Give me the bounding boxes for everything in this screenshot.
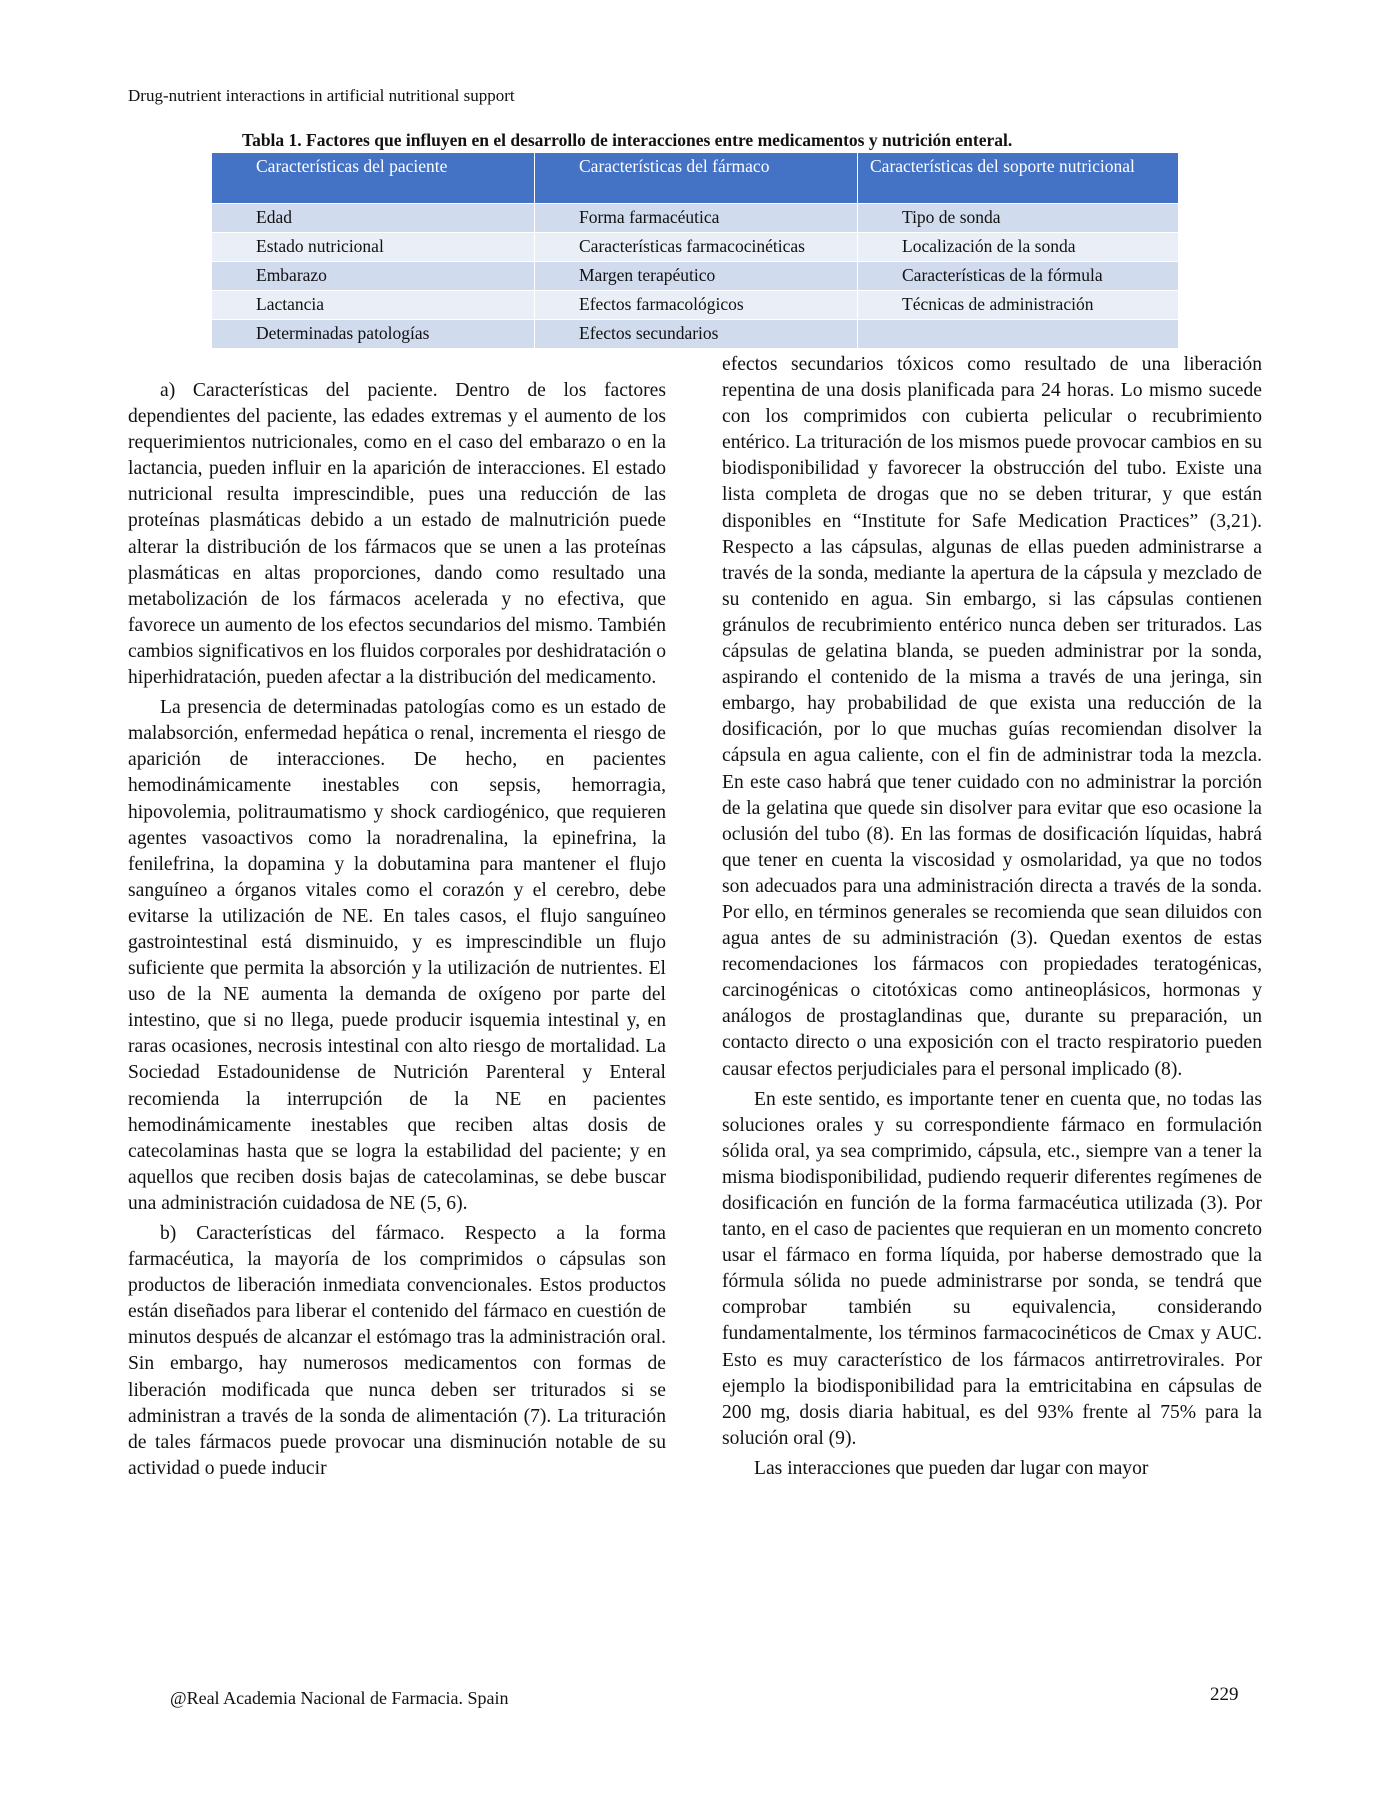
table-cell: Efectos secundarios [535,320,858,349]
paragraph-interactions: Las interacciones que pueden dar lugar con mayor [754,1457,1149,1479]
table-cell: Tipo de sonda [858,204,1179,233]
right-column [722,352,1262,1482]
paragraph-drug-characteristics: b) Características del fármaco. Respecto a la forma farmacéutica, la mayoría de los comprimidos o cápsulas son productos de liberación inmediata convencionales. Estos productos están diseñados para liberar el contenido del fármaco en cuestión de minutos después de alcanzar el estómago tras la administración oral. Sin embargo, hay numerosos medicamentos con formas de liberación modificada que nunca deben ser triturados si se administran a través de la sonda de alimentación (7). La trituración de tales fármacos puede provocar una disminución notable de su actividad o puede inducir [128,1223,666,1479]
footer-copyright: @Real Academia Nacional de Farmacia. Spain [170,1688,509,1708]
table-cell: Determinadas patologías [212,320,535,349]
table-header-cell: Características del paciente [212,153,535,204]
table-cell: Localización de la sonda [858,233,1179,262]
table-cell: Efectos farmacológicos [535,291,858,320]
table-cell: Forma farmacéutica [535,204,858,233]
table-caption: Tabla 1. Factores que influyen en el desarrollo de interacciones entre medicamentos y nutrición enteral. [242,130,1013,150]
paragraph-dosage-forms: efectos secundarios tóxicos como resultado de una liberación repentina de una dosis planificada para 24 horas. Lo mismo sucede con los comprimidos con cubierta pelicular o recubrimiento entérico. La trituración de los mismos puede provocar cambios en su biodisponibilidad y favorecer la obstrucción del tubo. Existe una lista completa de drogas que no se deben triturar, y que están disponibles en “Institute for Safe Medication Practices” (3,21). Respecto a las cápsulas, algunas de ellas pueden administrarse a través de la sonda, mediante la apertura de la cápsula y mezclado de su contenido en agua. Sin embargo, si las cápsulas contienen gránulos de recubrimiento entérico nunca deben ser triturados. Las cápsulas de gelatina blanda, se pueden administrar por la sonda, aspirando el contenido de la misma a través de una jeringa, sin embargo, hay probabilidad de que exista una reducción de la dosificación, por lo que muchas guías recomiendan disolver la cápsula en agua caliente, con el fin de administrar toda la mezcla. En este caso habrá que tener cuidado con no administrar la porción de la gelatina que quede sin disolver para evitar que eso ocasione la oclusión del tubo (8). En las formas de dosificación líquidas, habrá que tener en cuenta la viscosidad y osmolaridad, ya que no todos son adecuados para una administración directa a través de la sonda. Por ello, en términos generales se recomienda que sean diluidos con agua antes de su administración (3). Quedan exentos de estas recomendaciones los fármacos con propiedades teratogénicas, carcinogénicas o citotóxicas como antineoplásicos, hormonas y análogos de prostaglandinas que, durante su preparación, un contacto directo o una exposición con el tracto respiratorio pueden causar efectos perjudiciales para el personal implicado (8). [722,354,1262,1080]
table-cell: Embarazo [212,262,535,291]
table-row [212,262,1179,291]
table-header-row [212,153,1179,204]
table-cell: Lactancia [212,291,535,320]
paragraph-patient-characteristics: a) Características del paciente. Dentro de los factores dependientes del paciente, las edades extremas y el aumento de los requerimientos nutricionales, como en el caso del embarazo o en la lactancia, pueden influir en la aparición de interacciones. El estado nutricional resulta imprescindible, pues una reducción de las proteínas plasmáticas debido a un estado de malnutrición puede alterar la distribución de los fármacos que se unen a las proteínas plasmáticas en altas proporciones, dando como resultado una metabolización de los fármacos acelerada y no efectiva, que favorece un aumento de los efectos secundarios del mismo. También cambios significativos en los fluidos corporales por deshidratación o hiperhidratación, pueden afectar a la distribución del medicamento. [128,380,667,689]
table-header-cell: Características del fármaco [535,153,858,204]
table-cell [858,320,1179,349]
table-header-cell: Características del soporte nutricional [858,153,1179,204]
table-row [212,204,1179,233]
paragraph-pathologies: La presencia de determinadas patologías como es un estado de malabsorción, enfermedad hepática o renal, incrementa el riesgo de aparición de interacciones. De hecho, en pacientes hemodinámicamente inestables con sepsis, hemorragia, hipovolemia, politraumatismo y shock cardiogénico, que requieren agentes vasoactivos como la noradrenalina, la epinefrina, la fenilefrina, la dopamina y la dobutamina para mantener el flujo sanguíneo a órganos vitales como el corazón y el cerebro, debe evitarse la utilización de NE. En tales casos, el flujo sanguíneo gastrointestinal está disminuido, y es imprescindible un flujo suficiente que permita la absorción y la utilización de nutrientes. El uso de la NE aumenta la demanda de oxígeno por parte del intestino, que si no llega, puede producir isquemia intestinal y, en raras ocasiones, necrosis intestinal con alto riesgo de mortalidad. La Sociedad Estadounidense de Nutrición Parenteral y Enteral recomienda la interrupción de la NE en pacientes hemodinámicamente inestables que reciben altas dosis de catecolaminas hasta que se logra la estabilidad del paciente; y en aquellos que reciben dosis bajas de catecolaminas, se debe buscar una administración cuidadosa de NE (5, 6). [128,697,666,1214]
table-cell: Técnicas de administración [858,291,1179,320]
factors-table [211,152,1179,349]
table-cell: Estado nutricional [212,233,535,262]
page-number: 229 [1210,1684,1239,1705]
table-cell: Características farmacocinéticas [535,233,858,262]
paragraph-bioavailability: En este sentido, es importante tener en cuenta que, no todas las soluciones orales y su correspondiente fármaco en formulación sólida oral, ya sea comprimido, cápsula, etc., siempre van a tener la misma biodisponibilidad, pudiendo requerir diferentes regímenes de dosificación en función de la forma farmacéutica utilizada (3). Por tanto, en el caso de pacientes que requieran en un momento concreto usar el fármaco en forma líquida, por haberse demostrado que la fórmula sólida no puede administrarse por sonda, se tendrá que comprobar también su equivalencia, considerando fundamentalmente, los términos farmacocinéticos de Cmax y AUC. Esto es muy característico de los fármacos antirretrovirales. Por ejemplo la biodisponibilidad para la emtricitabina en cápsulas de 200 mg, dosis diaria habitual, es del 93% frente al 75% para la solución oral (9). [722,1088,1262,1449]
table-cell: Edad [212,204,535,233]
table-row [212,233,1179,262]
table-cell: Características de la fórmula [858,262,1179,291]
table-cell: Margen terapéutico [535,262,858,291]
table-row [212,291,1179,320]
table-row [212,320,1179,349]
left-column [128,378,666,1482]
running-head: Drug-nutrient interactions in artificial nutritional support [128,86,515,105]
